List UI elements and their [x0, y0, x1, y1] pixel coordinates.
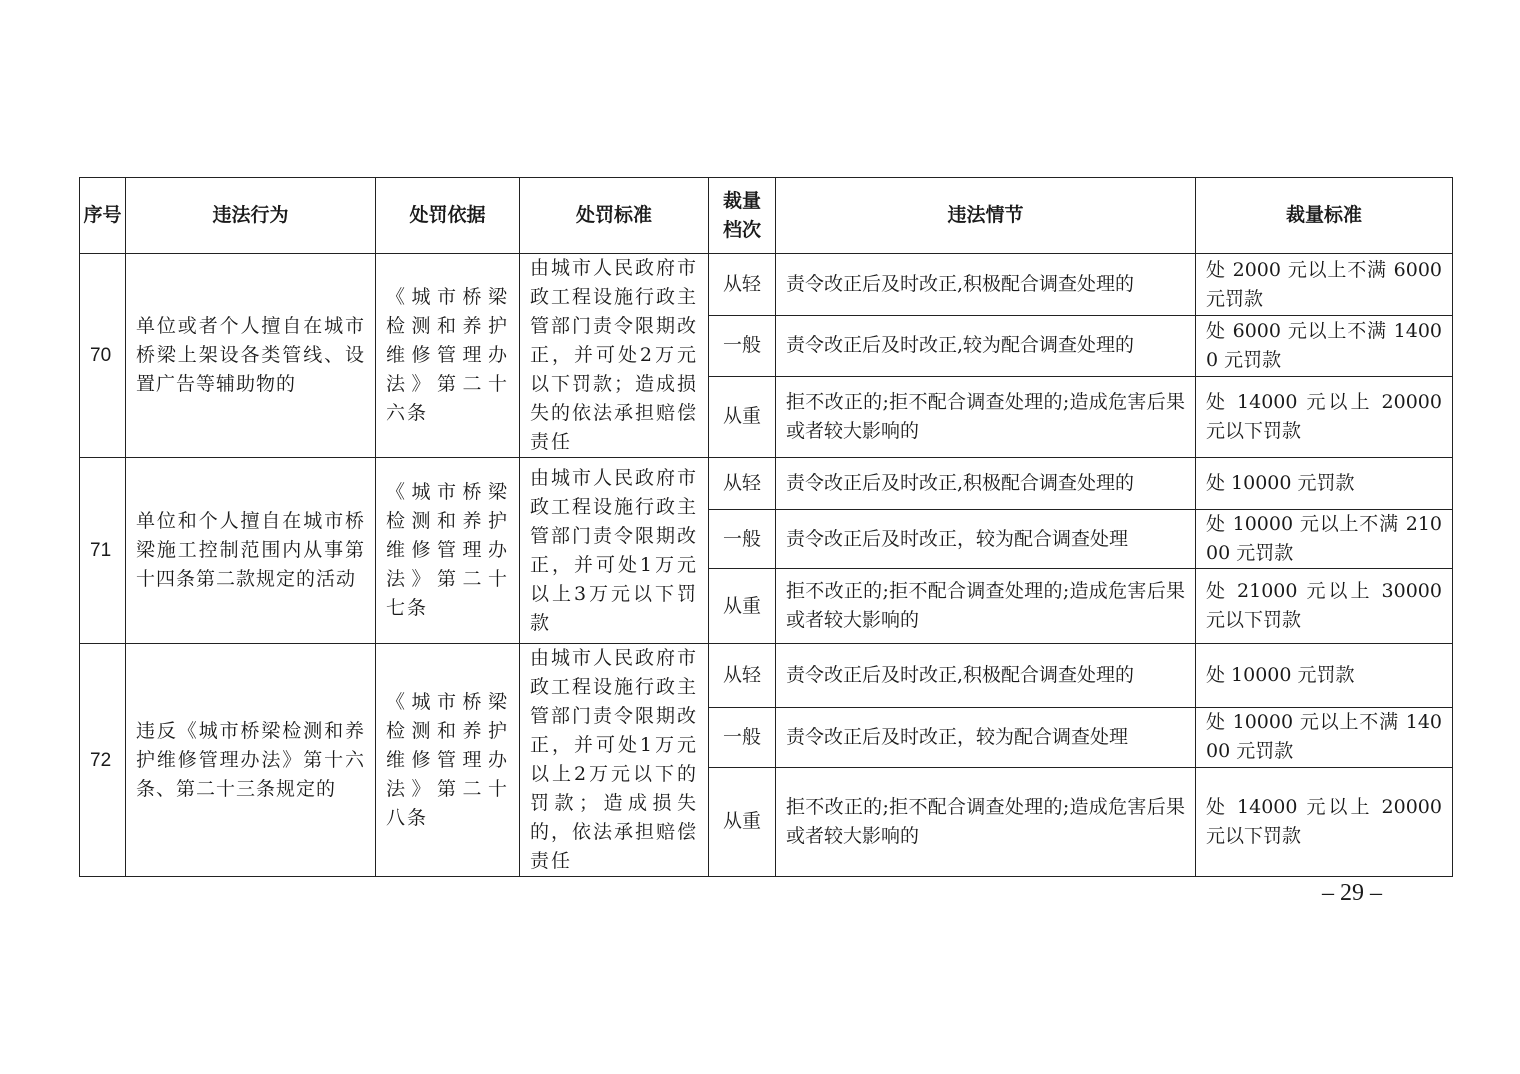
table-row — [80, 644, 1453, 708]
row-discretion: 处 14000 元以上 20000 元以下罚款 — [1196, 376, 1453, 457]
header-act: 违法行为 — [126, 178, 376, 254]
header-level: 裁量档次 — [709, 178, 776, 254]
row-circumstance: 拒不改正的;拒不配合调查处理的;造成危害后果或者较大影响的 — [776, 376, 1196, 457]
row-index: 72 — [80, 644, 126, 877]
row-basis: 《城市桥梁检测和养护维修管理办法》第二十七条 — [376, 458, 520, 644]
row-level: 从轻 — [709, 644, 776, 708]
header-discretion: 裁量标准 — [1196, 178, 1453, 254]
table-header-row — [80, 178, 1453, 254]
row-act: 单位和个人擅自在城市桥梁施工控制范围内从事第十四条第二款规定的活动 — [126, 458, 376, 644]
row-index: 71 — [80, 458, 126, 644]
row-discretion: 处 10000 元以上不满 14000 元罚款 — [1196, 707, 1453, 767]
row-circumstance: 责令改正后及时改正,积极配合调查处理的 — [776, 254, 1196, 316]
page-number: – 29 – — [1322, 880, 1382, 906]
row-act: 单位或者个人擅自在城市桥梁上架设各类管线、设置广告等辅助物的 — [126, 254, 376, 458]
row-level: 一般 — [709, 510, 776, 569]
row-discretion: 处 21000 元以上 30000 元以下罚款 — [1196, 569, 1453, 644]
table-row — [80, 254, 1453, 316]
row-standard: 由城市人民政府市政工程设施行政主管部门责令限期改正，并可处1万元以上3万元以下罚款 — [520, 458, 709, 644]
row-standard: 由城市人民政府市政工程设施行政主管部门责令限期改正，并可处1万元以上2万元以下的罚款；造成损失的，依法承担赔偿责任 — [520, 644, 709, 877]
row-circumstance: 拒不改正的;拒不配合调查处理的;造成危害后果或者较大影响的 — [776, 569, 1196, 644]
row-level: 一般 — [709, 316, 776, 376]
row-standard: 由城市人民政府市政工程设施行政主管部门责令限期改正，并可处2万元以下罚款；造成损失的依法承担赔偿责任 — [520, 254, 709, 458]
header-index: 序号 — [80, 178, 126, 254]
row-level: 从轻 — [709, 458, 776, 510]
row-circumstance: 责令改正后及时改正,积极配合调查处理的 — [776, 458, 1196, 510]
row-level: 从重 — [709, 376, 776, 457]
row-discretion: 处 10000 元罚款 — [1196, 644, 1453, 708]
table-row — [80, 458, 1453, 510]
row-index: 70 — [80, 254, 126, 458]
header-circumstance: 违法情节 — [776, 178, 1196, 254]
row-discretion: 处 2000 元以上不满 6000 元罚款 — [1196, 254, 1453, 316]
header-basis: 处罚依据 — [376, 178, 520, 254]
row-circumstance: 责令改正后及时改正，较为配合调查处理 — [776, 707, 1196, 767]
row-discretion: 处 14000 元以上 20000 元以下罚款 — [1196, 767, 1453, 876]
row-basis: 《城市桥梁检测和养护维修管理办法》第二十八条 — [376, 644, 520, 877]
row-act: 违反《城市桥梁检测和养护维修管理办法》第十六条、第二十三条规定的 — [126, 644, 376, 877]
row-circumstance: 拒不改正的;拒不配合调查处理的;造成危害后果或者较大影响的 — [776, 767, 1196, 876]
row-circumstance: 责令改正后及时改正,较为配合调查处理的 — [776, 316, 1196, 376]
row-level: 从重 — [709, 767, 776, 876]
row-level: 一般 — [709, 707, 776, 767]
row-level: 从轻 — [709, 254, 776, 316]
penalty-discretion-table — [79, 177, 1453, 877]
row-circumstance: 责令改正后及时改正，较为配合调查处理 — [776, 510, 1196, 569]
row-discretion: 处 6000 元以上不满 14000 元罚款 — [1196, 316, 1453, 376]
row-discretion: 处 10000 元罚款 — [1196, 458, 1453, 510]
header-standard: 处罚标准 — [520, 178, 709, 254]
row-discretion: 处 10000 元以上不满 21000 元罚款 — [1196, 510, 1453, 569]
row-circumstance: 责令改正后及时改正,积极配合调查处理的 — [776, 644, 1196, 708]
row-level: 从重 — [709, 569, 776, 644]
row-basis: 《城市桥梁检测和养护维修管理办法》第二十六条 — [376, 254, 520, 458]
